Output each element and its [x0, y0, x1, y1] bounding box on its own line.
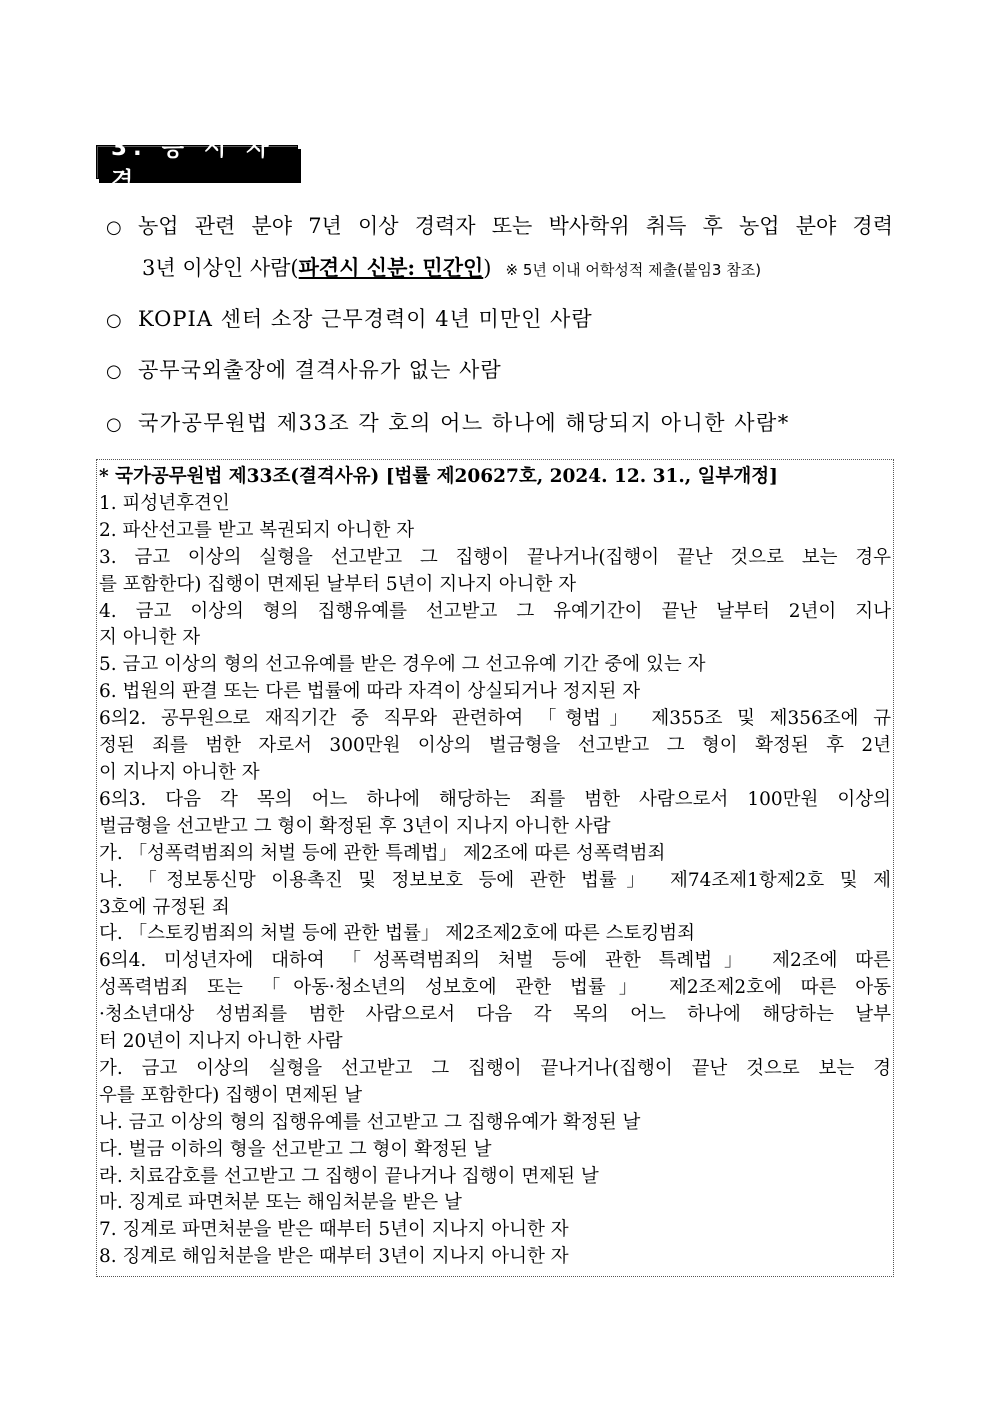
law-line: 성폭력범죄 또는 「아동·청소년의 성보호에 관한 법률」 제2조제2호에 따른 아동: [99, 977, 891, 999]
bullet-mark: ○: [106, 310, 122, 331]
section-title: [96, 135, 298, 194]
law-line: 8. 징계로 해임처분을 받은 때부터 3년이 지나지 아니한 자: [99, 1246, 569, 1268]
law-line: 3호에 규정된 죄: [99, 896, 230, 918]
law-line: 5. 금고 이상의 형의 선고유예를 받은 경우에 그 선고유예 기간 중에 있는 자: [99, 654, 706, 676]
bullet-text: 공무국외출장에 결격사유가 없는 사람: [138, 358, 502, 382]
dispatch-status-text: 파견시 신분: 민간인: [298, 255, 484, 280]
law-line: 7. 징계로 파면처분을 받은 때부터 5년이 지나지 아니한 자: [99, 1219, 569, 1241]
law-line: 가. 금고 이상의 실형을 선고받고 그 집행이 끝나거나(집행이 끝난 것으로 보는 경: [99, 1057, 891, 1079]
law-line: 다. 「스토킹범죄의 처벌 등에 관한 법률」 제2조제2호에 따른 스토킹범죄: [99, 923, 695, 945]
law-line: 6의4. 미성년자에 대하여 「성폭력범죄의 처벌 등에 관한 특례법」 제2조에 따른: [99, 950, 891, 972]
law-line: 를 포함한다) 집행이 면제된 날부터 5년이 지나지 아니한 자: [99, 573, 577, 595]
law-line: 6의3. 다음 각 목의 어느 하나에 해당하는 죄를 범한 사람으로서 100만원 이상의: [99, 788, 891, 810]
law-line: 우를 포함한다) 집행이 면제된 날: [99, 1084, 363, 1106]
law-line: 3. 금고 이상의 실형을 선고받고 그 집행이 끝나거나(집행이 끝난 것으로 보는 경우: [99, 546, 891, 568]
law-excerpt-box: [96, 459, 894, 1277]
law-line: 정된 죄를 범한 자로서 300만원 이상의 벌금형을 선고받고 그 형이 확정된 후 2년: [99, 735, 891, 757]
bullet-mark: ○: [106, 217, 122, 238]
law-line: 1. 피성년후견인: [99, 492, 230, 514]
law-line: 나. 「정보통신망 이용촉진 및 정보보호 등에 관한 법률」 제74조제1항제2호 및 제: [99, 869, 891, 891]
bullet-item-4: [106, 403, 896, 445]
bullet-mark: ○: [106, 361, 122, 382]
section-title-text: 3. 응 시 자 격: [111, 135, 275, 194]
law-line: 6의2. 공무원으로 재직기간 중 직무와 관련하여 「형법」 제355조 및 제356조에 규: [99, 708, 891, 730]
law-line: 마. 징계로 파면처분 또는 해임처분을 받은 날: [99, 1192, 462, 1214]
bullet-item-3: [106, 350, 896, 392]
law-line: 다. 벌금 이하의 형을 선고받고 그 형이 확정된 날: [99, 1138, 492, 1160]
continuation-suffix: ): [483, 256, 492, 280]
continuation-prefix: 3년 이상인 사람(: [142, 256, 299, 280]
law-heading: * 국가공무원법 제33조(결격사유) [법률 제20627호, 2024. 12. 31., 일부개정]: [99, 466, 778, 487]
law-line: 4. 금고 이상의 형의 집행유예를 선고받고 그 유예기간이 끝난 날부터 2년이 지나: [99, 600, 891, 622]
law-line: 나. 금고 이상의 형의 집행유예를 선고받고 그 집행유예가 확정된 날: [99, 1111, 641, 1133]
bullet-text: KOPIA 센터 소장 근무경력이 4년 미만인 사람: [138, 307, 593, 331]
law-line: 벌금형을 선고받고 그 형이 확정된 후 3년이 지나지 아니한 사람: [99, 815, 611, 837]
law-line: 2. 파산선고를 받고 복권되지 아니한 자: [99, 519, 415, 541]
bullet-continuation: [106, 248, 896, 290]
bullet-item-2: [106, 299, 896, 341]
law-line: 6. 법원의 판결 또는 다른 법률에 따라 자격이 상실되거나 정지된 자: [99, 681, 641, 703]
law-line: 라. 치료감호를 선고받고 그 집행이 끝나거나 집행이 면제된 날: [99, 1165, 599, 1187]
bullet-text: 국가공무원법 제33조 각 호의 어느 하나에 해당되지 아니한 사람*: [138, 411, 790, 435]
bullet-mark: ○: [106, 414, 122, 435]
law-line: 터 20년이 지나지 아니한 사람: [99, 1031, 343, 1053]
bullet-text: 농업 관련 분야 7년 이상 경력자 또는 박사학위 취득 후 농업 분야 경력: [138, 214, 893, 238]
law-line: ·청소년대상 성범죄를 범한 사람으로서 다음 각 목의 어느 하나에 해당하는 날부: [99, 1004, 891, 1026]
law-lines: [99, 491, 891, 1271]
language-score-note: ※ 5년 이내 어학성적 제출(붙임3 참조): [505, 261, 762, 279]
law-line: 가. 「성폭력범죄의 처벌 등에 관한 특례법」 제2조에 따른 성폭력범죄: [99, 842, 666, 864]
bullet-item-1: [106, 206, 896, 290]
law-line: 지 아니한 자: [99, 627, 201, 649]
law-line: 이 지나지 아니한 자: [99, 761, 260, 783]
